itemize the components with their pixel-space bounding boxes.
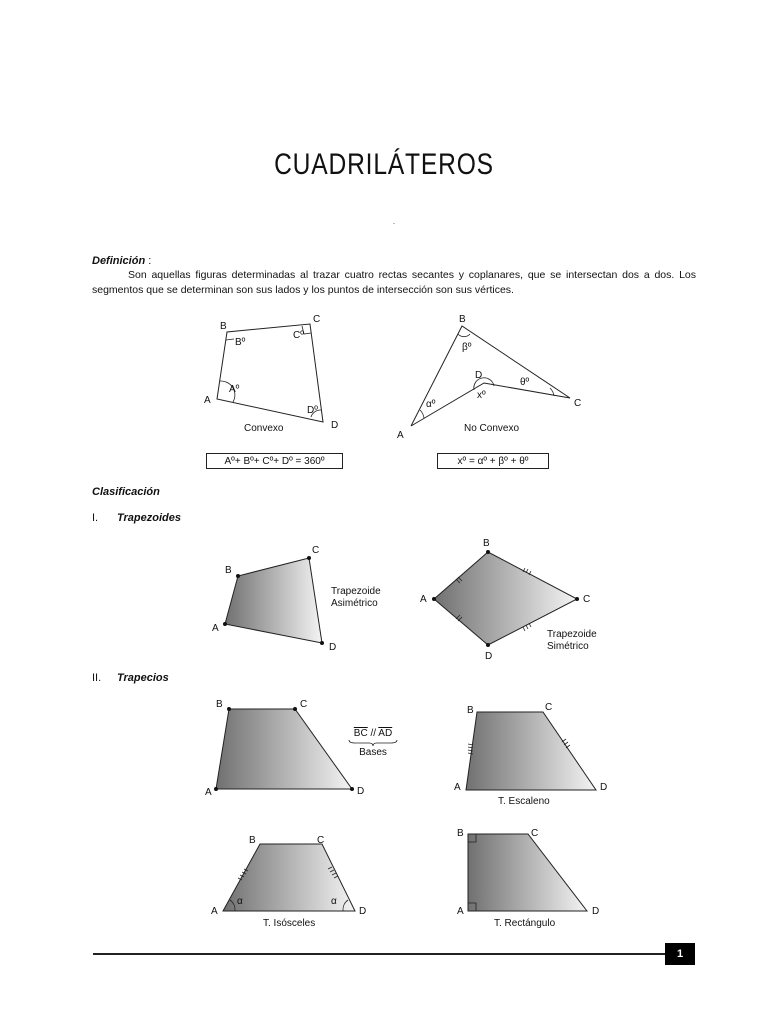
classification-heading: Clasificación bbox=[92, 486, 160, 498]
vertex-dot-d bbox=[486, 643, 490, 647]
caption-line-1: Trapezoide bbox=[547, 629, 597, 640]
parallel-notation bbox=[345, 728, 401, 739]
vertex-a: A bbox=[420, 594, 427, 605]
vertex-b: B bbox=[483, 538, 490, 549]
definition-colon: : bbox=[148, 255, 152, 267]
segment-bc: $\overline{BC}$ bbox=[353, 728, 368, 739]
vertex-b: B bbox=[459, 314, 466, 325]
caption-line-2: Simétrico bbox=[547, 641, 589, 652]
non-convex-formula-box: xº = αº + βº + θº bbox=[437, 453, 549, 469]
convex-formula-box: Aº+ Bº+ Cº+ Dº = 360º bbox=[206, 453, 343, 469]
definition-text: Son aquellas figuras determinadas al trazar cuatro rectas secantes y coplanares, que se intersectan dos a dos. Los segmentos que se determinan son sus lados y los puntos de intersección son sus vértices. bbox=[92, 269, 696, 296]
vertex-dot-a bbox=[432, 597, 436, 601]
vertex-a: A bbox=[205, 787, 212, 798]
section-label: Trapezoides bbox=[117, 512, 181, 524]
page-title: CUADRILÁTEROS bbox=[274, 148, 494, 181]
vertex-c: C bbox=[313, 314, 321, 325]
section-numeral: II. bbox=[92, 672, 102, 684]
vertex-a: A bbox=[397, 430, 404, 441]
vertex-dot-a bbox=[214, 787, 218, 791]
symmetric-trapezoid-figure bbox=[415, 535, 615, 665]
angle-beta-label: βº bbox=[462, 342, 472, 353]
vertex-b: B bbox=[216, 699, 223, 710]
convex-quadrilateral-figure bbox=[195, 310, 355, 440]
non-convex-caption: No Convexo bbox=[464, 423, 520, 434]
vertex-b: B bbox=[467, 705, 474, 716]
angle-alpha-label: αº bbox=[426, 399, 436, 410]
title-dot bbox=[393, 223, 395, 224]
asymmetric-trapezoid-figure bbox=[205, 540, 405, 655]
angle-alpha-right: α bbox=[331, 896, 337, 907]
vertex-d: D bbox=[592, 906, 600, 917]
definition-heading: Definición bbox=[92, 255, 146, 267]
vertex-c: C bbox=[583, 594, 591, 605]
vertex-d: D bbox=[485, 651, 493, 662]
page-number: 1 bbox=[665, 943, 695, 965]
vertex-b: B bbox=[249, 835, 256, 846]
angle-alpha-left: α bbox=[237, 896, 243, 907]
angle-arc-beta bbox=[458, 334, 470, 337]
angle-d-label: Dº bbox=[307, 405, 318, 416]
vertex-b: B bbox=[457, 828, 464, 839]
vertex-a: A bbox=[457, 906, 464, 917]
vertex-d: D bbox=[359, 906, 367, 917]
section-trapecios bbox=[92, 672, 169, 684]
vertex-dot-c bbox=[575, 597, 579, 601]
asymmetric-trapezoid-shape bbox=[225, 558, 322, 643]
vertex-d: D bbox=[600, 782, 608, 793]
bases-annotation bbox=[345, 728, 401, 758]
vertex-c: C bbox=[317, 835, 325, 846]
vertex-dot-a bbox=[223, 622, 227, 626]
vertex-dot-b bbox=[486, 550, 490, 554]
vertex-dot-b bbox=[227, 707, 231, 711]
vertex-b: B bbox=[225, 565, 232, 576]
vertex-d: D bbox=[357, 786, 365, 797]
vertex-c: C bbox=[300, 699, 308, 710]
scalene-caption: T. Escaleno bbox=[498, 796, 550, 807]
vertex-dot-d bbox=[320, 641, 324, 645]
vertex-a: A bbox=[204, 395, 211, 406]
brace-icon bbox=[345, 739, 401, 747]
vertex-c: C bbox=[545, 702, 553, 713]
vertex-c: C bbox=[574, 398, 582, 409]
angle-theta-label: θº bbox=[520, 377, 530, 388]
angle-a-label: Aº bbox=[229, 384, 240, 395]
vertex-dot-c bbox=[307, 556, 311, 560]
caption-line-2: Asimétrico bbox=[331, 598, 378, 609]
non-convex-polygon bbox=[411, 326, 570, 426]
vertex-dot-c bbox=[293, 707, 297, 711]
bases-label: Bases bbox=[359, 747, 387, 758]
footer-rule bbox=[93, 953, 665, 955]
segment-ad: $\overline{AD}$ bbox=[378, 728, 393, 739]
right-trapezoid-figure bbox=[450, 820, 620, 932]
angle-c-label: Cº bbox=[293, 330, 304, 341]
definition-paragraph bbox=[92, 268, 696, 298]
parallel-symbol: // bbox=[370, 728, 377, 739]
angle-x-label: xº bbox=[477, 390, 486, 401]
section-trapezoides bbox=[92, 512, 181, 524]
vertex-c: C bbox=[312, 545, 320, 556]
caption-line-1: Trapezoide bbox=[331, 586, 381, 597]
vertex-dot-b bbox=[236, 574, 240, 578]
angle-b-label: Bº bbox=[235, 337, 246, 348]
vertex-d: D bbox=[329, 642, 337, 653]
vertex-b: B bbox=[220, 321, 227, 332]
right-caption: T. Rectángulo bbox=[494, 918, 556, 929]
definition-heading-row bbox=[92, 255, 151, 267]
right-trapezoid-shape bbox=[468, 834, 587, 911]
convex-caption: Convexo bbox=[244, 423, 284, 434]
section-numeral: I. bbox=[92, 512, 99, 524]
scalene-trapezoid-shape bbox=[466, 712, 596, 790]
vertex-c: C bbox=[531, 828, 539, 839]
vertex-a: A bbox=[454, 782, 461, 793]
isosceles-caption: T. Isósceles bbox=[263, 918, 316, 929]
scalene-trapezoid-figure bbox=[450, 698, 620, 810]
vertex-a: A bbox=[212, 623, 219, 634]
angle-arc-b bbox=[226, 339, 234, 340]
vertex-a: A bbox=[211, 906, 218, 917]
vertex-d: D bbox=[475, 370, 483, 381]
angle-arc-alpha bbox=[420, 410, 424, 418]
vertex-d: D bbox=[331, 420, 339, 431]
isosceles-trapezoid-figure bbox=[205, 830, 380, 935]
section-label: Trapecios bbox=[117, 672, 169, 684]
vertex-dot-d bbox=[350, 787, 354, 791]
trapezoid-shape bbox=[216, 709, 352, 789]
non-convex-quadrilateral-figure bbox=[390, 310, 590, 445]
